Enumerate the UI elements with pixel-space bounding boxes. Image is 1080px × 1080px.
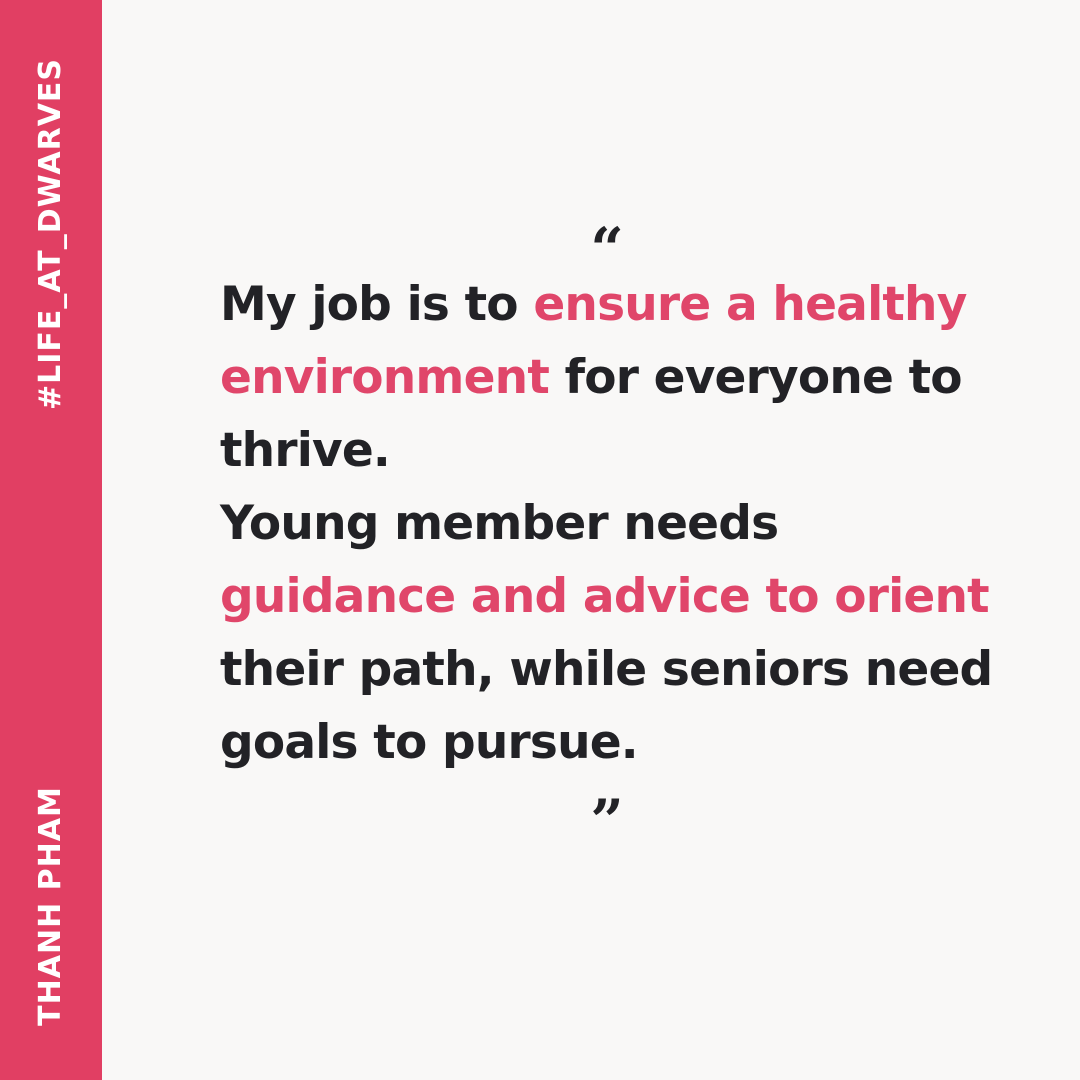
quote-highlight-text: ensure a healthy — [533, 277, 967, 332]
hashtag-label: #LIFE_AT_DWARVES — [33, 57, 68, 411]
sidebar-bar — [0, 0, 102, 1080]
quote-plain-text: for everyone to — [549, 350, 962, 405]
quote-line-2 — [220, 341, 1010, 414]
open-quote-icon: “ — [590, 215, 624, 283]
quote-highlight-text: environment — [220, 350, 549, 405]
quote-line-3: thrive. — [220, 423, 390, 478]
quote-line-1 — [220, 268, 1010, 341]
author-name: THANH PHAM — [33, 786, 68, 1026]
quote-line-7: goals to pursue. — [220, 715, 638, 770]
close-quote-icon: ” — [590, 787, 624, 855]
quote-line-5: guidance and advice to orient — [220, 569, 989, 624]
quote-text — [220, 268, 1010, 779]
quote-line-4: Young member needs — [220, 496, 779, 551]
quote-plain-text: My job is to — [220, 277, 534, 332]
quote-line-6: their path, while seniors need — [220, 642, 993, 697]
